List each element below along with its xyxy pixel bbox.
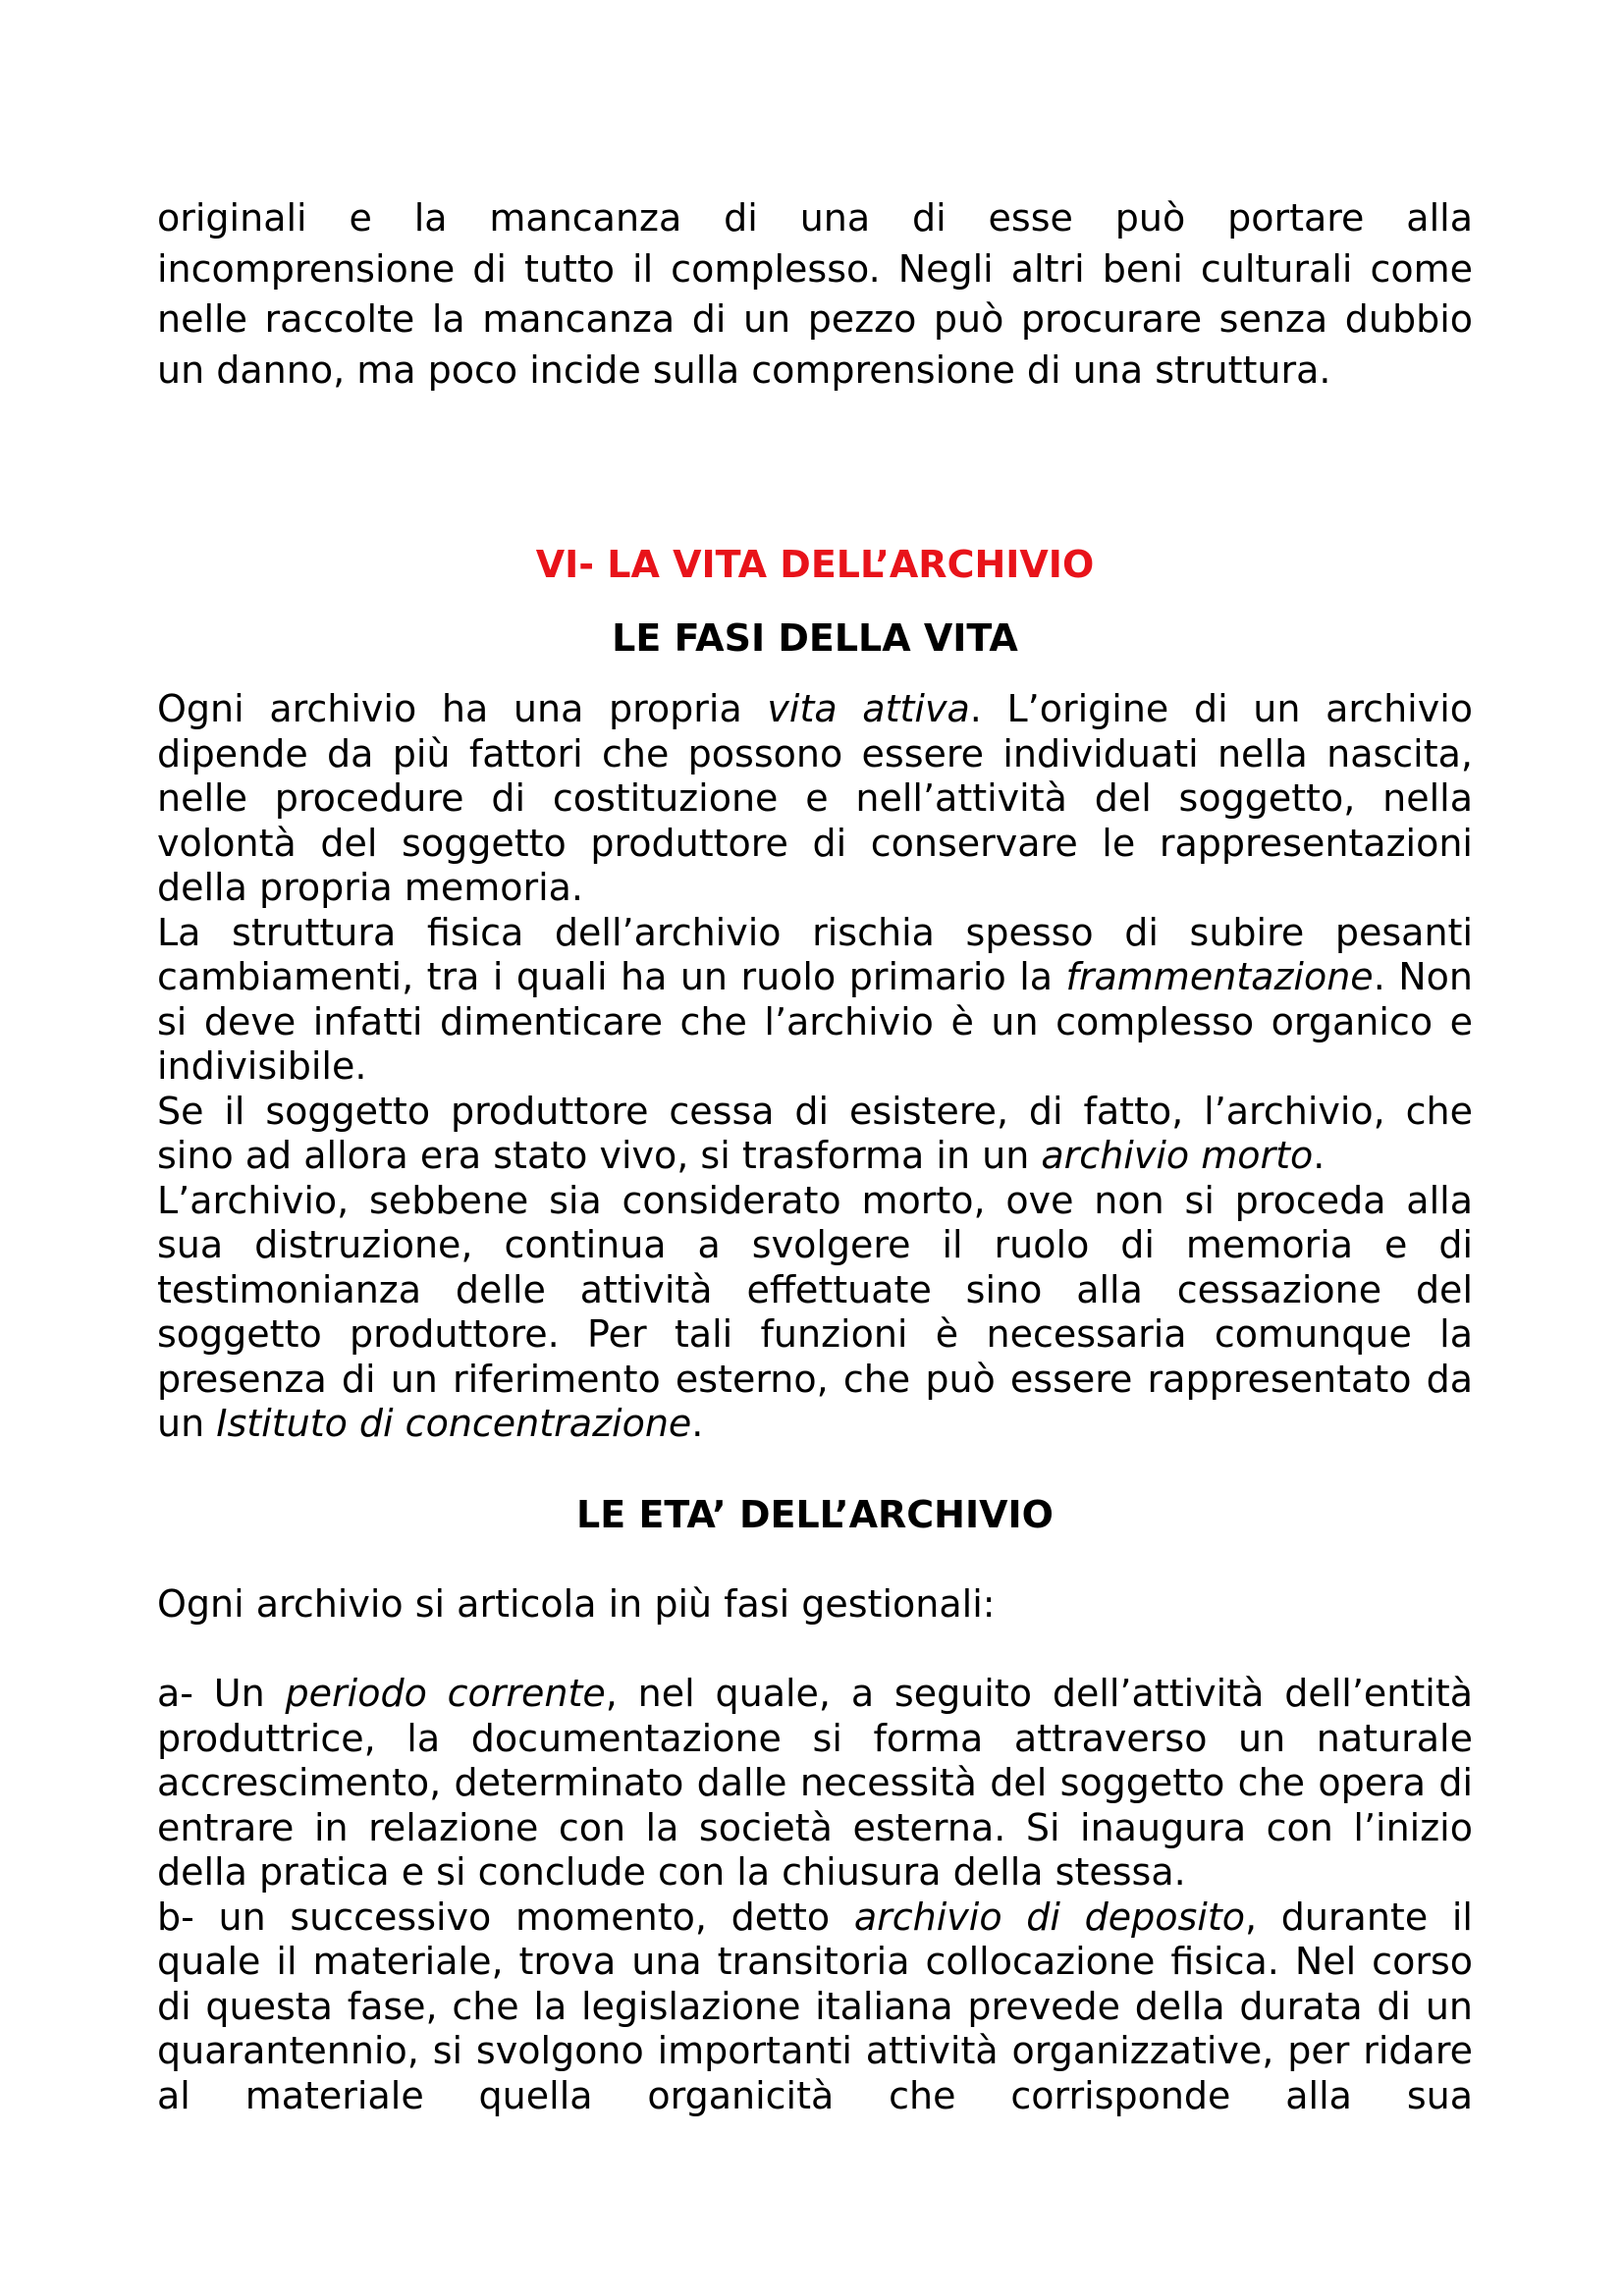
text-run: , nel quale, a seguito dell’attività dell’entità produttrice, la documentazione si forma attraverso un naturale accrescimento, determinato dalle necessità del soggetto che opera di entrare in relazione con la società esterna. Si inaugura con l’inizio della pratica e si conclude con la chiusura della stessa. [157,1672,1474,1894]
chapter-title: VI- LA VITA DELL’ARCHIVIO [535,543,1095,586]
intro-section [157,193,1473,396]
text-run: . [691,1402,704,1445]
paragraph-frammentazione [157,911,1473,1090]
emphasis-term: frammentazione [1065,955,1374,998]
section-eta-heading-block [157,1492,1473,1537]
intro-paragraph: originali e la mancanza di una di esse può portare alla incomprensione di tutto il complesso. Negli altri beni culturali come nelle raccolte la mancanza di un pezzo può procurare senza dubbio un danno, ma poco incide sulla comprensione di una struttura. [157,196,1473,392]
section-fasi-body [157,687,1473,1447]
section-fasi-heading-block [157,615,1473,661]
emphasis-term: Istituto di concentrazione [216,1402,692,1445]
paragraph-vita-attiva [157,687,1473,911]
section-title-eta: LE ETA’ DELL’ARCHIVIO [576,1493,1054,1536]
text-run: La struttura fisica dell’archivio rischia spesso di subire pesanti cambiamenti, tra i quali ha un ruolo primario la [157,910,1473,998]
section-eta-list [157,1672,1473,2118]
text-run: a- Un [157,1672,286,1715]
text-run: . Non si deve infatti dimenticare che l’archivio è un complesso organico e indivisibile. [157,955,1473,1088]
text-run: Ogni archivio ha una propria [157,687,768,730]
list-item-periodo-corrente [157,1672,1473,1896]
emphasis-term: vita attiva [767,687,970,730]
text-run: Se il soggetto produttore cessa di esistere, di fatto, l’archivio, che sino ad allora era stato vivo, si trasforma in un [157,1089,1473,1177]
paragraph-archivio-morto [157,1090,1473,1179]
text-run: b- un successivo momento, detto [157,1895,854,1939]
text-run: . [1313,1134,1325,1177]
emphasis-term: archivio morto [1041,1134,1314,1177]
list-item-archivio-deposito [157,1896,1473,2119]
text-run: L’archivio, sebbene sia considerato morto, ove non si proceda alla sua distruzione, continua a svolgere il ruolo di memoria e di testimonianza delle attività effettuate sino alla cessazione del soggetto produttore. Per tali funzioni è necessaria comunque la presenza di un riferimento esterno, che può essere rappresentato da un [157,1178,1473,1445]
text-run: , durante il quale il materiale, trova una transitoria collocazione fisica. Nel corso di questa fase, che la legislazione italiana prevede della durata di un quarantennio, si svolgono importanti attività organizzative, per ridare al materiale quella organicità che corrisponde alla sua [157,1895,1473,2117]
paragraph-istituto-concentrazione [157,1179,1473,1447]
emphasis-term: archivio di deposito [853,1895,1245,1939]
text-run: . L’origine di un archivio dipende da più fattori che possono essere individuati nella nascita, nelle procedure di costituzione e nell’attività del soggetto, nella volontà del soggetto produttore di conservare le rappresentazioni della propria memoria. [157,687,1474,909]
section-title-fasi: LE FASI DELLA VITA [612,616,1018,660]
section-eta-intro: Ogni archivio si articola in più fasi gestionali: [157,1582,996,1626]
section-eta-intro-block [157,1582,1473,1628]
emphasis-term: periodo corrente [285,1672,606,1715]
chapter-heading-block [157,542,1473,587]
